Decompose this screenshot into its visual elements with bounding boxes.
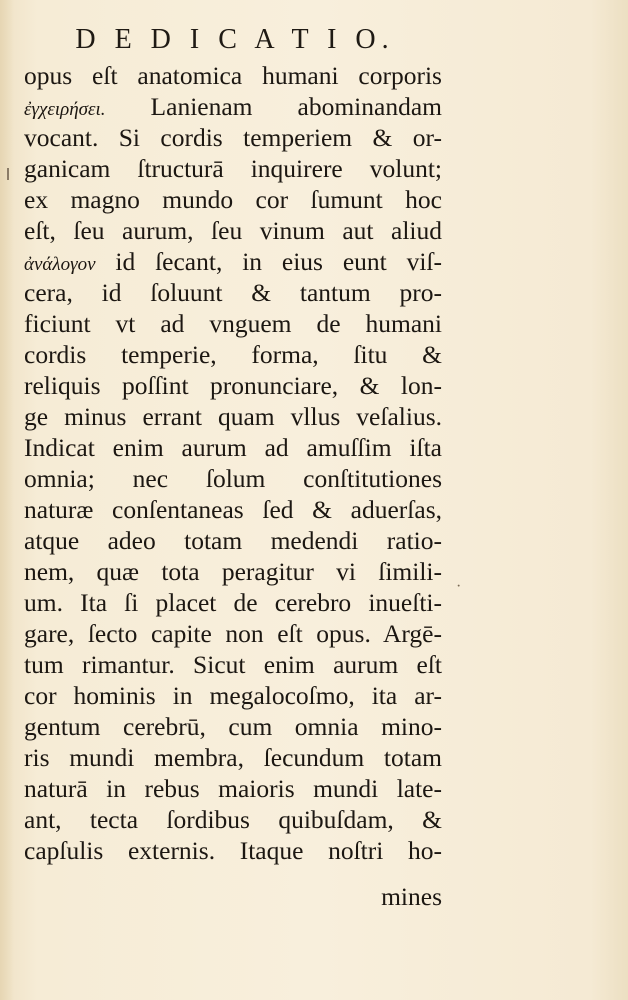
line-text: naturæ conſentaneas ſed & aduerſas, xyxy=(24,495,442,524)
line-text: ant, tecta ſordibus quibuſdam, & xyxy=(24,805,442,834)
running-head: D E D I C A T I O. xyxy=(75,24,395,55)
line-text: tum rimantur. Sicut enim aurum eſt xyxy=(24,650,442,679)
line-text: Indicat enim aurum ad amuſſim iſta xyxy=(24,433,442,462)
greek-word: ἀνάλογον xyxy=(24,254,96,275)
greek-word: ἐγχειρήσει. xyxy=(24,99,106,120)
line-text: Lanienam abominandam xyxy=(105,92,442,121)
line-text: omnia; nec ſolum conſtitutiones xyxy=(24,464,442,493)
text-line xyxy=(24,246,442,277)
text-line xyxy=(24,804,442,835)
line-text: gare, ſecto capite non eſt opus. Argē- xyxy=(24,619,442,648)
text-line xyxy=(24,215,442,246)
text-line xyxy=(24,184,442,215)
line-text: cor hominis in megalocoſmo, ita ar- xyxy=(24,681,442,710)
text-line xyxy=(24,742,442,773)
text-line xyxy=(24,556,442,587)
line-text: eſt, ſeu aurum, ſeu vinum aut aliud xyxy=(24,216,442,245)
line-text: ganicam ſtructurā inquirere volunt; xyxy=(24,154,442,183)
line-text: ris mundi membra, ſecundum totam xyxy=(24,743,442,772)
page-gutter-shadow xyxy=(0,0,14,1000)
text-line xyxy=(24,370,442,401)
line-text: vocant. Si cordis temperiem & or- xyxy=(24,123,442,152)
text-line xyxy=(24,463,442,494)
text-line xyxy=(24,339,442,370)
line-text: cordis temperie, forma, ſitu & xyxy=(24,340,442,369)
line-text: ficiunt vt ad vnguem de humani xyxy=(24,309,442,338)
line-text: nem, quæ tota peragitur vi ſimili- xyxy=(24,557,442,586)
text-line xyxy=(24,153,442,184)
text-line xyxy=(24,525,442,556)
line-text: capſulis externis. Itaque noſtri ho- xyxy=(24,836,442,865)
text-line xyxy=(24,122,442,153)
line-text: atque adeo totam medendi ratio- xyxy=(24,526,442,555)
line-text: id ſecant, in eius eunt viſ- xyxy=(95,247,442,276)
margin-mark xyxy=(7,168,9,180)
catchword: mines xyxy=(381,882,442,911)
line-text: opus eſt anatomica humani corporis xyxy=(24,61,442,90)
line-text: naturā in rebus maioris mundi late- xyxy=(24,774,442,803)
line-text: ge minus errant quam vllus veſalius. xyxy=(24,402,442,431)
text-line xyxy=(24,587,442,618)
text-line xyxy=(24,401,442,432)
text-line xyxy=(24,432,442,463)
line-text: cera, id ſoluunt & tantum pro- xyxy=(24,278,442,307)
body-text xyxy=(24,60,442,866)
text-line xyxy=(24,277,442,308)
text-line xyxy=(24,91,442,122)
text-line xyxy=(24,835,442,866)
line-text: um. Ita ſi placet de cerebro inueſti- xyxy=(24,588,442,617)
line-text: gentum cerebrū, cum omnia mino- xyxy=(24,712,442,741)
text-line xyxy=(24,649,442,680)
line-text: reliquis poſſint pronunciare, & lon- xyxy=(24,371,442,400)
text-line xyxy=(24,711,442,742)
stray-mark: · xyxy=(456,578,462,595)
text-line xyxy=(24,60,442,91)
text-line xyxy=(24,680,442,711)
line-text: ex magno mundo cor ſumunt hoc xyxy=(24,185,442,214)
text-line xyxy=(24,773,442,804)
text-line xyxy=(24,308,442,339)
text-line xyxy=(24,618,442,649)
text-line xyxy=(24,494,442,525)
